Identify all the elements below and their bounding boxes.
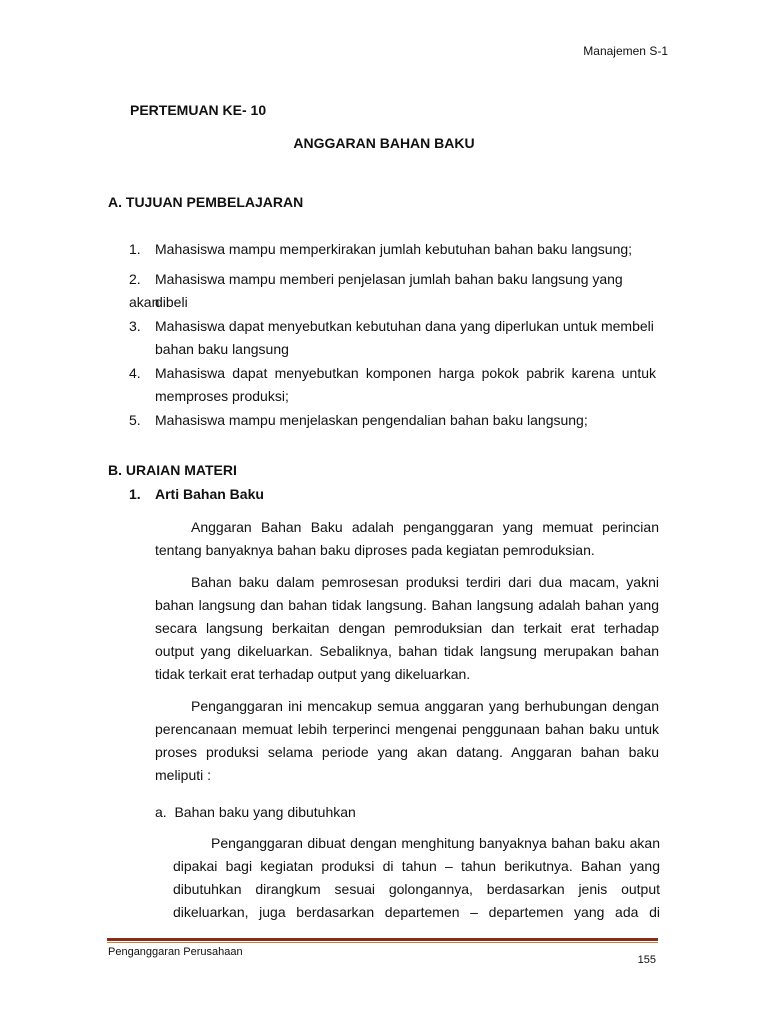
para2-line-5: tidak terkait erat terhadap output yang dikeluarkan. [155,666,471,682]
item-text: Mahasiswa mampu memperkirakan jumlah kebutuhan bahan baku langsung; [155,241,633,257]
item-text: Mahasiswa dapat menyebutkan komponen harga pokok pabrik karena untuk [155,365,656,381]
objective-item-1 [129,238,656,261]
footer-title: Penganggaran Perusahaan [108,946,243,958]
item-text: Mahasiswa mampu menjelaskan pengendalian bahan baku langsung; [155,412,588,428]
objective-item-4 [129,362,656,385]
para3-line-4: meliputi : [155,767,212,783]
footer-rule-thin [107,942,658,943]
section-b-heading: B. URAIAN MATERI [108,462,237,478]
para3-line-2: perencanaan memuat lebih terperinci mengenai penggunaan bahan baku untuk [155,721,659,737]
para3-line-1: Penganggaran ini mencakup semua anggaran yang berhubungan dengan [191,698,659,714]
para4-line-4: dikeluarkan, juga berdasarkan departemen – departemen yang ada di [173,904,660,920]
item-number: 4. [129,365,141,381]
item-number: 3. [129,318,141,334]
sub-a-heading: a. Bahan baku yang dibutuhkan [155,804,356,820]
item-number: 5. [129,412,141,428]
item-text: Mahasiswa mampu memberi penjelasan jumlah bahan baku langsung yang akan [129,271,623,310]
para2-line-3: secara langsung berkaitan dengan pemroduksian dan terkait erat terhadap [155,620,659,636]
para4-line-3: dibutuhkan dirangkum sesuai golongannya, berdasarkan jenis output [173,881,660,897]
objective-item-3 [129,315,656,338]
subsection-heading [129,486,264,502]
subsection-number: 1. [129,486,141,502]
running-header: Manajemen S-1 [583,44,668,58]
para2-line-4: output yang dikeluarkan. Sebaliknya, bahan tidak langsung merupakan bahan [155,643,659,659]
para4-line-1: Penganggaran dibuat dengan menghitung banyaknya bahan baku akan [211,835,660,851]
item-number: 2. [129,271,141,287]
chapter-title: ANGGARAN BAHAN BAKU [293,135,475,151]
objective-item-4-continued: memproses produksi; [155,388,289,404]
objective-item-5 [129,409,656,432]
objective-item-2 [129,268,656,314]
meeting-title: PERTEMUAN KE- 10 [130,102,267,118]
para2-line-1: Bahan baku dalam pemrosesan produksi terdiri dari dua macam, yakni [191,574,659,590]
para1-line-2: tentang banyaknya bahan baku diproses pada kegiatan pemroduksian. [155,542,595,558]
footer-rule-thick [107,938,658,941]
section-a-heading: A. TUJUAN PEMBELAJARAN [108,194,304,210]
page-number: 155 [637,954,656,966]
para1-line-1: Anggaran Bahan Baku adalah penganggaran yang memuat perincian [191,519,659,535]
para3-line-3: proses produksi selama periode yang akan datang. Anggaran bahan baku [155,744,659,760]
item-number: 1. [129,241,141,257]
para4-line-2: dipakai bagi kegiatan produksi di tahun – tahun berikutnya. Bahan yang [173,858,660,874]
item-text: Mahasiswa dapat menyebutkan kebutuhan dana yang diperlukan untuk membeli [155,318,654,334]
footer-rule [107,938,658,944]
objective-item-3-continued: bahan baku langsung [155,341,289,357]
para2-line-2: bahan langsung dan bahan tidak langsung. Bahan langsung adalah bahan yang [155,597,659,613]
objective-item-2-continued: dibeli [155,294,188,310]
subsection-title: Arti Bahan Baku [155,486,264,502]
